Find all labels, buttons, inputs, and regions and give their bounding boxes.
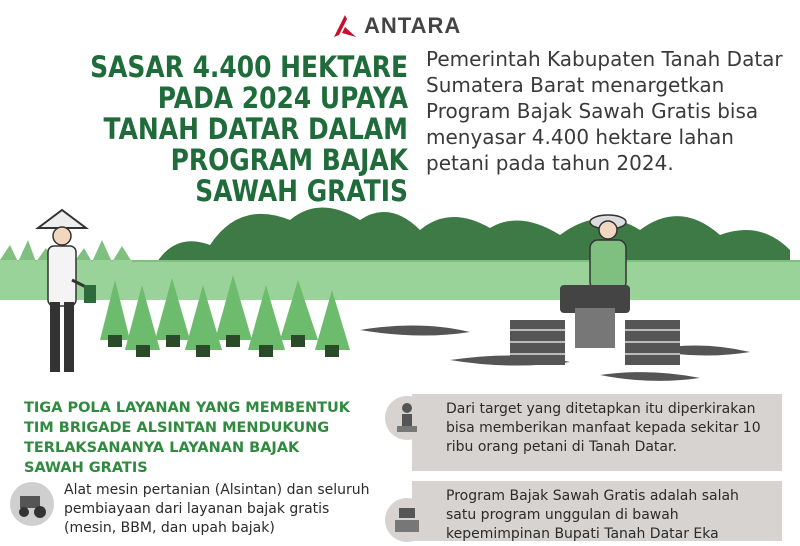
antara-logo	[330, 8, 461, 44]
farmer-icon	[385, 396, 429, 440]
tractor-icon	[10, 482, 54, 526]
info-card	[412, 394, 782, 471]
grass-strip	[0, 260, 800, 300]
page-title: SASAR 4.400 HEKTARE PADA 2024 UPAYA TANAH DATAR DALAM PROGRAM BAJAK SAWAH GRATIS	[90, 50, 409, 208]
plow-icon	[385, 498, 429, 542]
info-card-text: Program Bajak Sawah Gratis adalah salah satu program unggulan di bawah kepemimpinan Bupati Tanah Datar Eka	[446, 488, 739, 542]
antara-mark-icon	[330, 11, 360, 41]
section-heading: TIGA POLA LAYANAN YANG MEMBENTUK TIM BRIGADE ALSINTAN MENDUKUNG TERLAKSANANYA LAYANAN BAJAK SAWAH GRATIS	[24, 400, 351, 476]
info-card-text: Dari target yang ditetapkan itu diperkirakan bisa memberikan manfaat kepada sekitar 10 ribu orang petani di Tanah Datar.	[446, 401, 761, 455]
intro-paragraph: Pemerintah Kabupaten Tanah Datar Sumatera Barat menargetkan Program Bajak Sawah Gratis bisa menyasar 4.400 hektare lahan petani pada tahun 2024.	[426, 47, 783, 175]
rice-field-illustration	[0, 190, 800, 400]
service-item-text: Alat mesin pertanian (Alsintan) dan seluruh pembiayaan dari layanan bajak gratis (mesin, BBM, dan upah bajak)	[64, 482, 370, 536]
info-card	[412, 481, 782, 541]
logo-text: ANTARA	[364, 13, 462, 38]
